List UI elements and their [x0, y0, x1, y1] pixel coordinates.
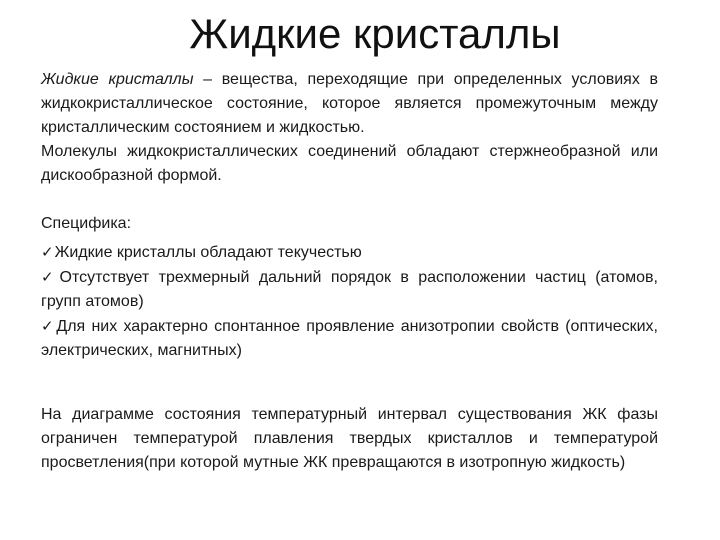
slide-body — [41, 68, 658, 475]
list-item — [41, 240, 658, 265]
molecules-text: Молекулы жидкокристаллических соединений обладают стержнеобразной или дискообразной формой. — [41, 143, 658, 184]
list-item-text: Жидкие кристаллы обладают текучестью — [54, 244, 362, 261]
checkmark-icon: ✓ — [41, 268, 59, 286]
specifics-label: Специфика: — [41, 215, 132, 232]
definition-term: Жидкие кристаллы — [41, 71, 194, 88]
list-item-text: Отсутствует трехмерный дальний порядок в расположении частиц (атомов, групп атомов) — [41, 269, 658, 310]
diagram-note-paragraph: На диаграмме состояния температурный интервал существования ЖК фазы ограничен температурой плавления твердых кристаллов и температурой просветления(при которой мутные ЖК превращаются в изотропную жидкость) — [41, 406, 658, 471]
definition-text: – вещества, переходящие при определенных условиях в жидкокристаллическое состояние, которое является промежуточным между кристаллическим состоянием и жидкостью. — [41, 71, 659, 136]
list-item — [41, 265, 658, 314]
checkmark-icon: ✓ — [41, 317, 56, 335]
checkmark-icon: ✓ — [41, 243, 54, 261]
spacer — [41, 188, 658, 212]
slide-title: Жидкие кристаллы — [189, 10, 561, 57]
definition-paragraph — [41, 68, 658, 188]
specifics-list — [41, 240, 658, 363]
list-item-text: Для них характерно спонтанное проявление анизотропии свойств (оптических, электрических, магнитных) — [41, 318, 658, 359]
list-item — [41, 314, 658, 363]
